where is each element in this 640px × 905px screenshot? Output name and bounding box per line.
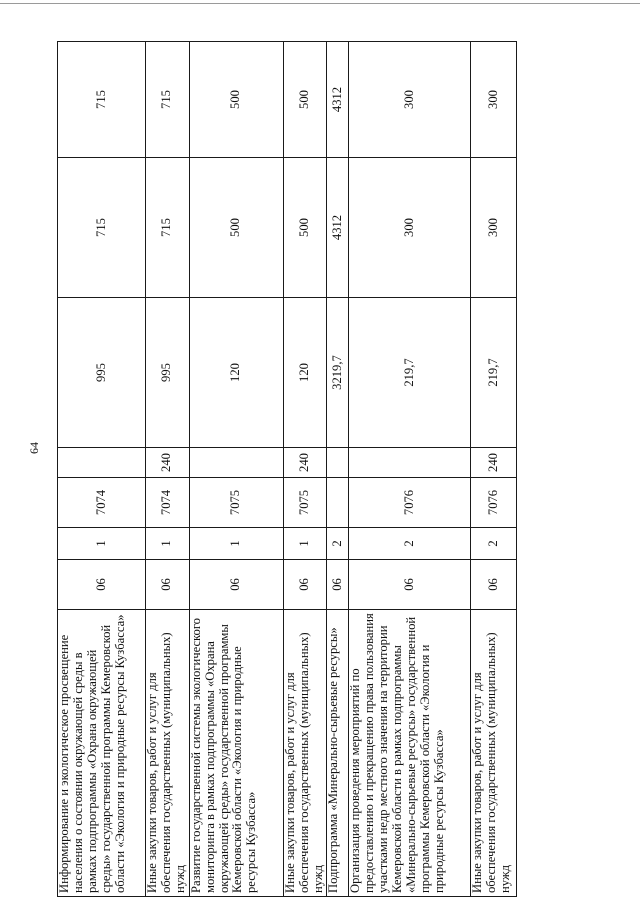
row-name: Иные закупки товаров, работ и услуг для обеспечения государственных (муниципальных) нужд	[146, 610, 190, 897]
sum-2019-cell: 715	[58, 42, 146, 158]
sum-2018-cell: 500	[189, 158, 283, 298]
sum-2018-cell: 500	[283, 158, 327, 298]
program-cell: 1	[146, 528, 190, 560]
program-cell: 2	[349, 528, 471, 560]
program-cell: 1	[283, 528, 327, 560]
target-cell: 7074	[58, 478, 146, 528]
section-cell: 06	[189, 560, 283, 610]
table-row	[58, 42, 146, 897]
table-row	[327, 42, 349, 897]
expense-type-cell: 240	[471, 448, 517, 478]
top-rule	[0, 3, 640, 4]
sum-2019-cell: 715	[146, 42, 190, 158]
program-cell: 1	[189, 528, 283, 560]
sum-2017-cell: 120	[189, 298, 283, 448]
page-number: 64	[27, 442, 41, 454]
rotated-table-container	[57, 42, 513, 897]
row-name: Иные закупки товаров, работ и услуг для обеспечения государственных (муниципальных) нужд	[283, 610, 327, 897]
expense-type-cell: 240	[283, 448, 327, 478]
row-name: Подпрограмма «Минерально-сырьевые ресурсы»	[327, 610, 349, 897]
section-cell: 06	[283, 560, 327, 610]
table-row	[283, 42, 327, 897]
sum-2019-cell: 300	[471, 42, 517, 158]
target-cell: 7075	[189, 478, 283, 528]
sum-2018-cell: 300	[471, 158, 517, 298]
sum-2019-cell: 4312	[327, 42, 349, 158]
sum-2017-cell: 3219,7	[327, 298, 349, 448]
sum-2017-cell: 995	[58, 298, 146, 448]
sum-2017-cell: 120	[283, 298, 327, 448]
sum-2018-cell: 715	[58, 158, 146, 298]
sum-2019-cell: 500	[189, 42, 283, 158]
sum-2018-cell: 715	[146, 158, 190, 298]
target-cell: 7075	[283, 478, 327, 528]
row-name: Организация проведения мероприятий по предоставлению и прекращению права пользования участками недр местного значения на территории Кемеровской области в рамках подпрограммы «Минерально-сырьевые ресурсы» государственной программы Кемеровской области «Экология и природные ресурсы Кузбасса»	[349, 610, 471, 897]
target-cell: 7076	[471, 478, 517, 528]
program-cell: 2	[471, 528, 517, 560]
budget-table	[57, 41, 517, 897]
expense-type-cell	[349, 448, 471, 478]
sum-2017-cell: 995	[146, 298, 190, 448]
program-cell: 1	[58, 528, 146, 560]
sum-2018-cell: 300	[349, 158, 471, 298]
sum-2019-cell: 300	[349, 42, 471, 158]
row-name: Иные закупки товаров, работ и услуг для обеспечения государственных (муниципальных) нужд	[471, 610, 517, 897]
sum-2017-cell: 219,7	[349, 298, 471, 448]
section-cell: 06	[349, 560, 471, 610]
expense-type-cell	[58, 448, 146, 478]
section-cell: 06	[58, 560, 146, 610]
section-cell: 06	[146, 560, 190, 610]
target-cell: 7076	[349, 478, 471, 528]
section-cell: 06	[327, 560, 349, 610]
row-name: Информирование и экологическое просвещение населения о состоянии окружающей среды в рамках подпрограммы «Охрана окружающей среды» государственной программы Кемеровской области «Экология и природные ресурсы Кузбасса»	[58, 610, 146, 897]
sum-2017-cell: 219,7	[471, 298, 517, 448]
table-row	[471, 42, 517, 897]
expense-type-cell: 240	[146, 448, 190, 478]
target-cell: 7074	[146, 478, 190, 528]
expense-type-cell	[189, 448, 283, 478]
table-row	[146, 42, 190, 897]
table-row	[349, 42, 471, 897]
expense-type-cell	[327, 448, 349, 478]
section-cell: 06	[471, 560, 517, 610]
sum-2019-cell: 500	[283, 42, 327, 158]
target-cell	[327, 478, 349, 528]
sum-2018-cell: 4312	[327, 158, 349, 298]
program-cell: 2	[327, 528, 349, 560]
table-row	[189, 42, 283, 897]
row-name: Развитие государственной системы экологического мониторинга в рамках подпрограммы «Охрана окружающей среды» государственной программы Кемеровской области «Экология и природные ресурсы Кузбасса»	[189, 610, 283, 897]
